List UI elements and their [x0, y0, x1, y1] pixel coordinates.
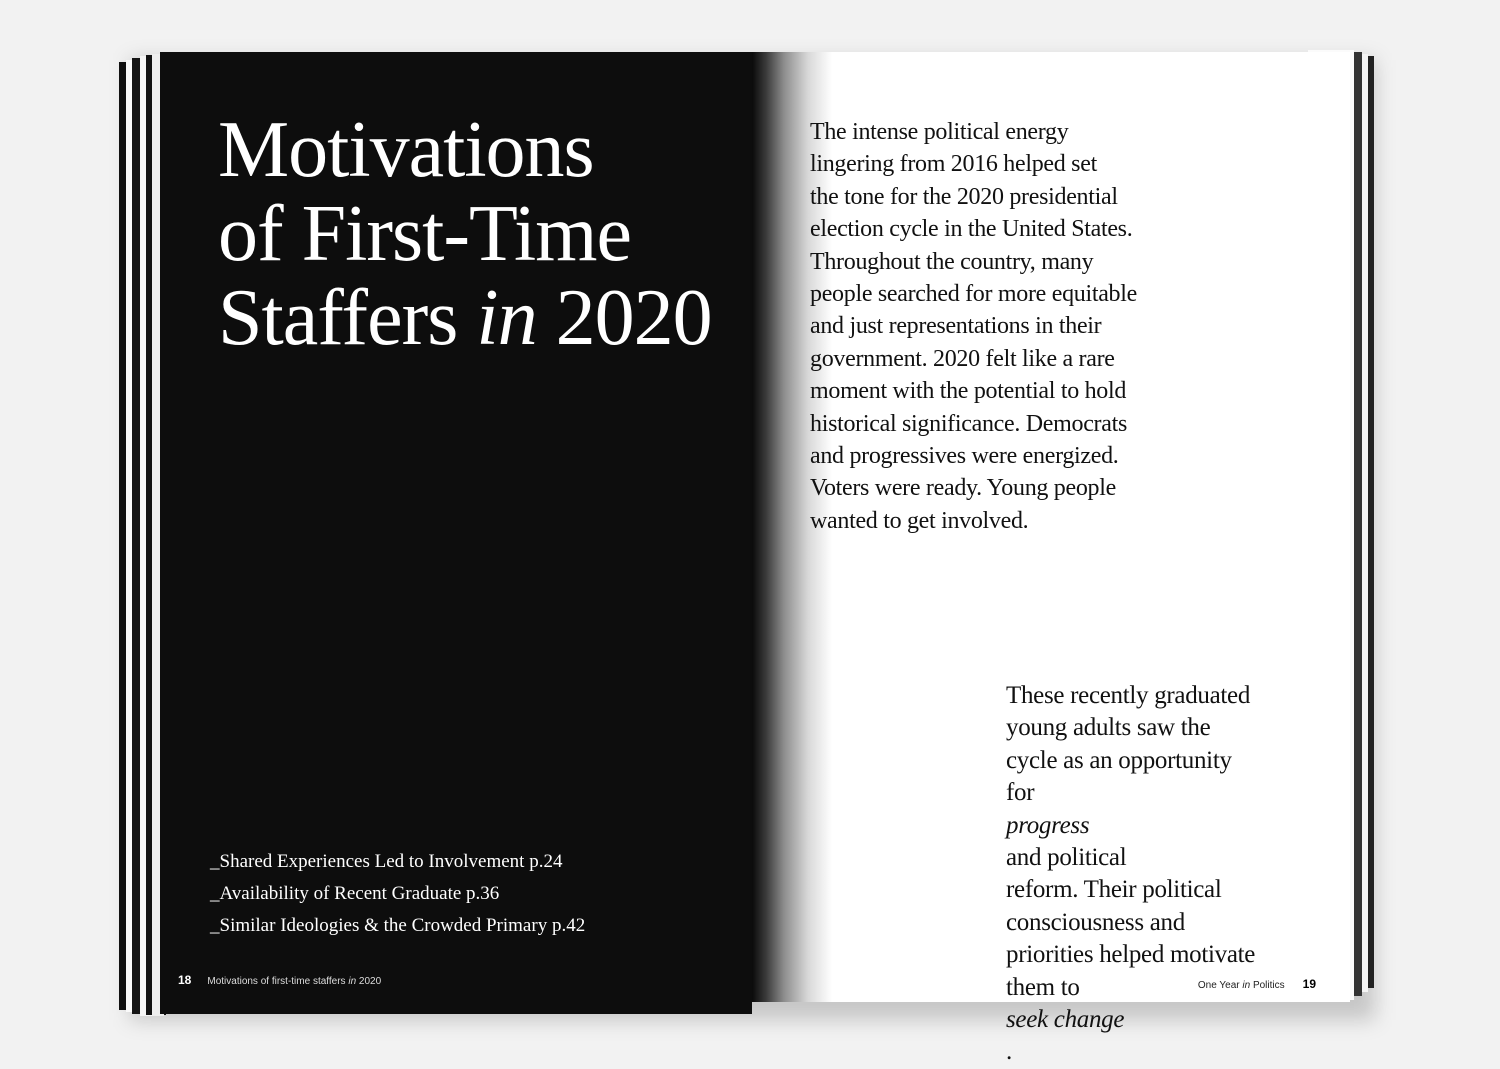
paragraph-line: Voters were ready. Young people	[810, 475, 1116, 502]
paragraph-line	[1006, 777, 1326, 874]
line-text: them to	[1006, 973, 1080, 1001]
chapter-title	[218, 108, 712, 360]
right-footer	[1198, 977, 1316, 991]
running-head: Motivations of first-time staffers	[207, 976, 346, 987]
italic-word: seek change	[1006, 1006, 1125, 1034]
title-line	[218, 276, 712, 360]
section-list	[210, 846, 585, 942]
paragraph-line: cycle as an opportunity	[1006, 746, 1232, 774]
paragraph-line: moment with the potential to hold	[810, 378, 1127, 405]
paragraph-line: historical significance. Democrats	[810, 410, 1128, 437]
running-head: One Year	[1197, 980, 1240, 991]
section-link[interactable]: _Shared Experiences Led to Involvement p.24	[210, 851, 563, 872]
section-link[interactable]: _Similar Ideologies & the Crowded Primary p.42	[210, 915, 586, 936]
running-head-italic: in	[348, 976, 357, 987]
intro-paragraph	[810, 116, 1210, 537]
left-page	[160, 52, 752, 1014]
right-page	[752, 52, 1350, 1066]
paragraph-line: Throughout the country, many	[810, 248, 1094, 275]
paragraph-line: government. 2020 felt like a rare	[810, 345, 1115, 372]
paragraph-line: and just representations in their	[810, 313, 1102, 340]
line-text: .	[1006, 1038, 1012, 1066]
running-head-year: 2020	[358, 976, 382, 987]
left-footer	[178, 973, 381, 987]
title-word: Staffers	[218, 274, 458, 362]
paragraph-line: The intense political energy	[810, 119, 1069, 145]
paragraph-line: young adults saw the	[1006, 714, 1211, 742]
paragraph-line: priorities helped motivate	[1006, 941, 1256, 969]
paragraph-line: lingering from 2016 helped set	[810, 151, 1097, 178]
line-text: for	[1006, 779, 1035, 807]
paragraph-line: reform. Their political	[1006, 876, 1222, 904]
line-text: and political	[1006, 844, 1127, 872]
page-number: 18	[178, 973, 192, 987]
paragraph-line: consciousness and	[1006, 908, 1185, 936]
title-italic-word: in	[476, 274, 537, 362]
paragraph-line: the tone for the 2020 presidential	[810, 183, 1118, 210]
italic-word: progress	[1006, 811, 1090, 839]
paragraph-line: people searched for more equitable	[810, 281, 1137, 308]
title-year: 2020	[555, 274, 712, 362]
paragraph-line: These recently graduated	[1006, 682, 1251, 709]
running-head-title: Politics	[1252, 980, 1285, 991]
paragraph-line: wanted to get involved.	[810, 507, 1029, 534]
running-head-italic: in	[1242, 980, 1251, 991]
title-line: of First-Time	[218, 190, 632, 278]
pull-paragraph	[1006, 680, 1326, 1069]
paragraph-line: election cycle in the United States.	[810, 216, 1133, 243]
paragraph-line: and progressives were energized.	[810, 443, 1119, 470]
section-link[interactable]: _Availability of Recent Graduate p.36	[210, 883, 500, 904]
page-number: 19	[1302, 977, 1316, 991]
title-line: Motivations	[218, 106, 594, 194]
